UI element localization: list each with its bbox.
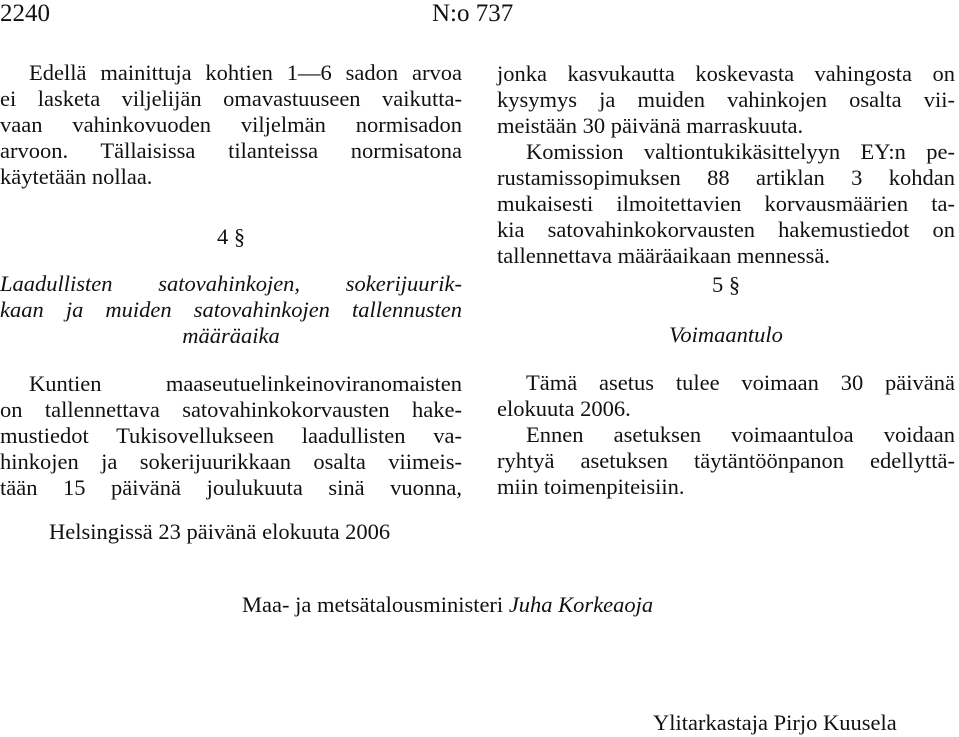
text-line: kysymys ja muiden vahinkojen osalta vii- [497, 87, 955, 112]
text-line: on tallennettava satovahinkokorvausten hake- [0, 397, 462, 422]
section-4-title [0, 271, 462, 349]
section-4-heading: 4 § [216, 224, 246, 249]
place-and-date: Helsingissä 23 päivänä elokuuta 2006 [49, 519, 391, 544]
text-line: Tämä asetus tulee voimaan 30 päivänä [526, 370, 955, 395]
text-line: Kuntien maaseutuelinkeinoviranomaisten [29, 371, 462, 396]
text-line: tallennettava määräaikaan mennessä. [497, 243, 830, 268]
issue-number: N:o 737 [432, 0, 514, 27]
title-line: Laadullisten satovahinkojen, sokerijuurik- [0, 271, 462, 296]
left-column [0, 60, 462, 190]
minister-signature [242, 592, 653, 618]
section-5-paragraph-2 [497, 422, 955, 500]
text-line: meistään 30 päivänä marraskuuta. [497, 113, 804, 138]
section-5-heading: 5 § [711, 272, 741, 297]
section-4-body [0, 371, 462, 501]
title-line: kaan ja muiden satovahinkojen tallennusten [0, 297, 462, 322]
section-5-title: Voimaantulo [669, 322, 783, 347]
text-line: jonka kasvukautta koskevasta vahingosta on [497, 61, 955, 86]
text-line: Edellä mainittuja kohtien 1—6 sadon arvoa [29, 60, 462, 85]
text-line: Ennen asetuksen voimaantuloa voidaan [526, 422, 955, 447]
text-line: mustiedot Tukisovellukseen laadullisten va- [0, 423, 462, 448]
text-line: käytetään nollaa. [0, 164, 153, 189]
text-line: rustamissopimuksen 88 artiklan 3 kohdan [497, 165, 955, 190]
text-line: ryhtyä asetuksen täytäntöönpanon edellyttä- [497, 448, 955, 473]
text-line: arvoon. Tällaisissa tilanteissa normisatona [0, 138, 462, 163]
text-line: tään 15 päivänä joulukuuta sinä vuonna, [0, 475, 462, 500]
text-line: miin toimenpiteisiin. [497, 474, 685, 499]
text-line: kia satovahinkokorvausten hakemustiedot on [497, 217, 955, 242]
right-column-continuation [497, 61, 955, 139]
section-5-paragraph-1 [497, 370, 955, 422]
title-line: määräaika [182, 323, 280, 348]
text-line: ei lasketa viljelijän omavastuuseen vaikutta- [0, 86, 462, 111]
text-line: elokuuta 2006. [497, 396, 631, 421]
text-line: hinkojen ja sokerijuurikkaan osalta viimeis- [0, 449, 462, 474]
intro-paragraph [0, 60, 462, 190]
text-line: mukaisesti ilmoitettavien korvausmäärien ta- [497, 191, 955, 216]
minister-name: Juha Korkeaoja [508, 592, 654, 617]
minister-title: Maa- ja metsätalousministeri [242, 592, 504, 617]
official-signature: Ylitarkastaja Pirjo Kuusela [653, 710, 897, 735]
right-paragraph-2 [497, 139, 955, 269]
text-line: vaan vahinkovuoden viljelmän normisadon [0, 112, 462, 137]
text-line: Komission valtiontukikäsittelyyn EY:n pe- [526, 139, 955, 164]
page-number: 2240 [0, 0, 50, 27]
